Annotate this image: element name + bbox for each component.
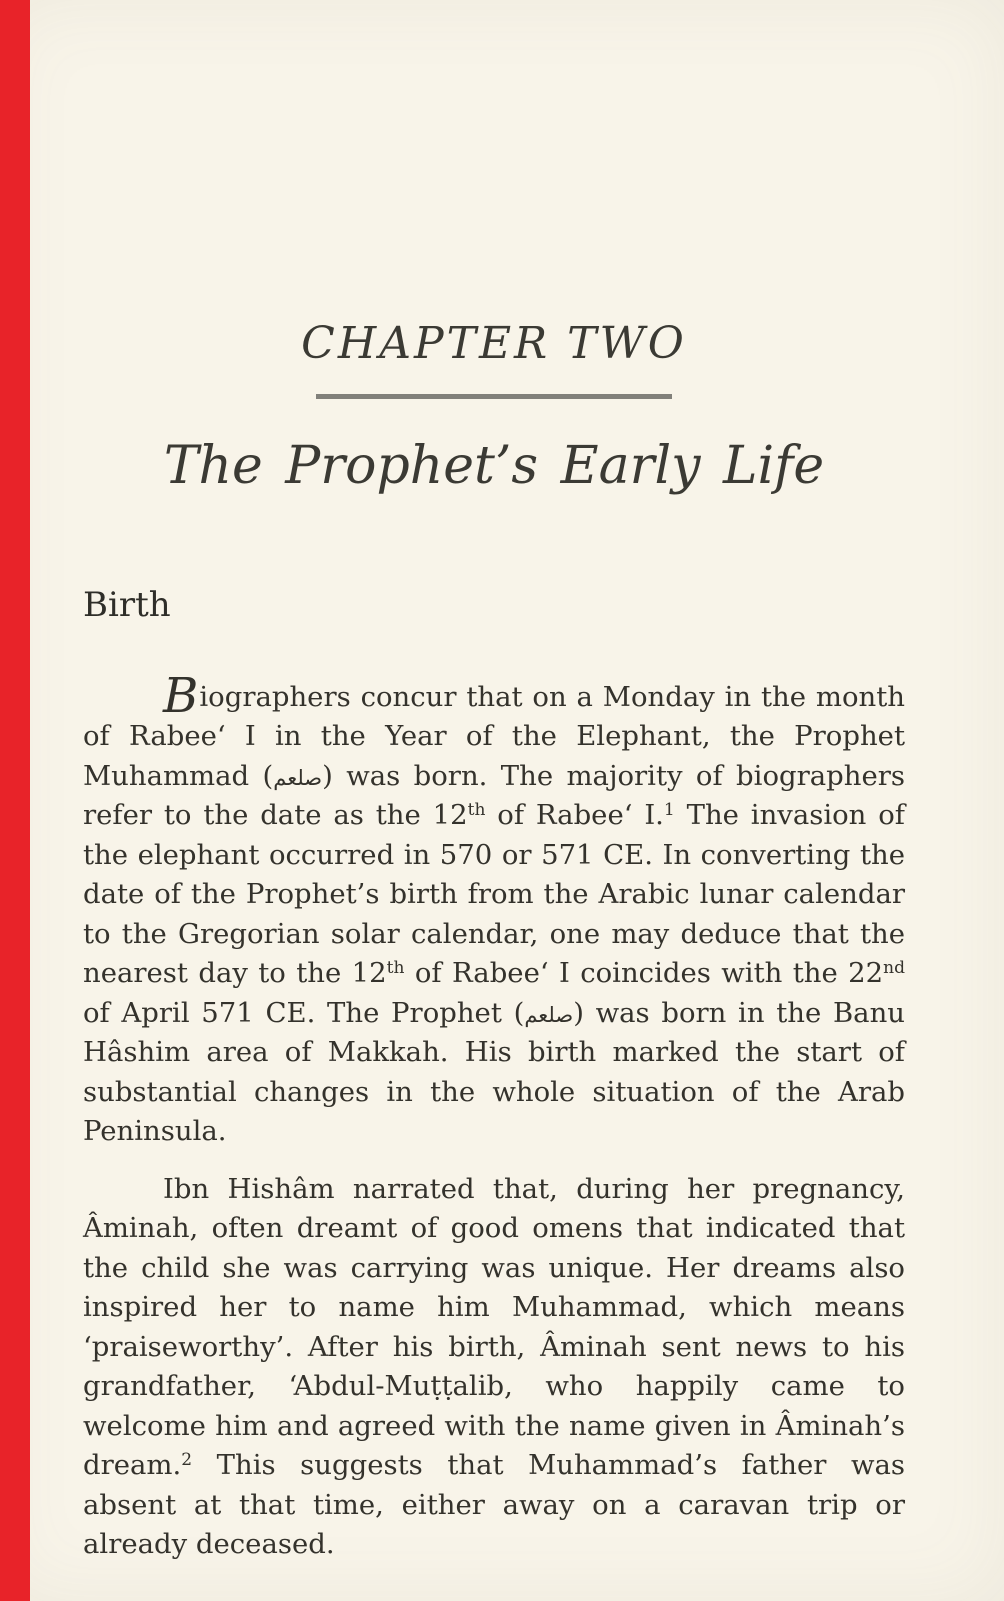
superscript: th	[467, 799, 486, 820]
pbuh-calligraphy-symbol: صلعم	[273, 765, 323, 790]
superscript: nd	[883, 957, 905, 978]
superscript: th	[386, 957, 405, 978]
section-heading-birth: Birth	[83, 585, 171, 626]
paragraph-birth-2: Ibn Hishâm narrated that, during her pregnancy, Âminah, often dreamt of good omens that indicated that the child she was carrying was unique. Her dreams also inspired her to name him Muhammad, which means ‘praiseworthy’. After his birth, Âminah sent news to his grandfather, ‘Abdul-Muṭṭalib, who happily came to welcome him and agreed with the name given in Âminah’s dream.$^2$ This suggests that Muhammad’s father was absent at that time, either away on a caravan trip or already deceased.	[83, 1172, 905, 1561]
title-rule-divider	[316, 394, 672, 399]
page-content	[83, 0, 905, 1565]
page-edge-red-strip	[0, 0, 30, 1601]
chapter-title: The Prophet’s Early Life	[163, 436, 825, 497]
drop-cap-initial: B	[163, 667, 200, 724]
chapter-label: CHAPTER TWO	[301, 318, 687, 369]
superscript: 2	[181, 1449, 193, 1470]
paragraph-birth-1: Biographers concur that on a Monday in the month of Rabee‘ I in the Year of the Elephant, the Prophet Muhammad (صلعم) was born. The majority of biographers refer to the date as the 12th of Rabee‘ I.$^1$ The invasion of the elephant occurred in 570 or 571 CE. In converting the date of the Prophet’s birth from the Arabic lunar calendar to the Gregorian solar calendar, one may deduce that the nearest day to the 12th of Rabee‘ I coincides with the 22nd of April 571 CE. The Prophet (صلعم) was born in the Banu Hâshim area of Makkah. His birth marked the start of substantial changes in the whole situation of the Arab Peninsula.	[83, 667, 905, 1148]
pbuh-calligraphy-symbol: صلعم	[524, 1002, 574, 1027]
superscript: 1	[663, 799, 675, 820]
